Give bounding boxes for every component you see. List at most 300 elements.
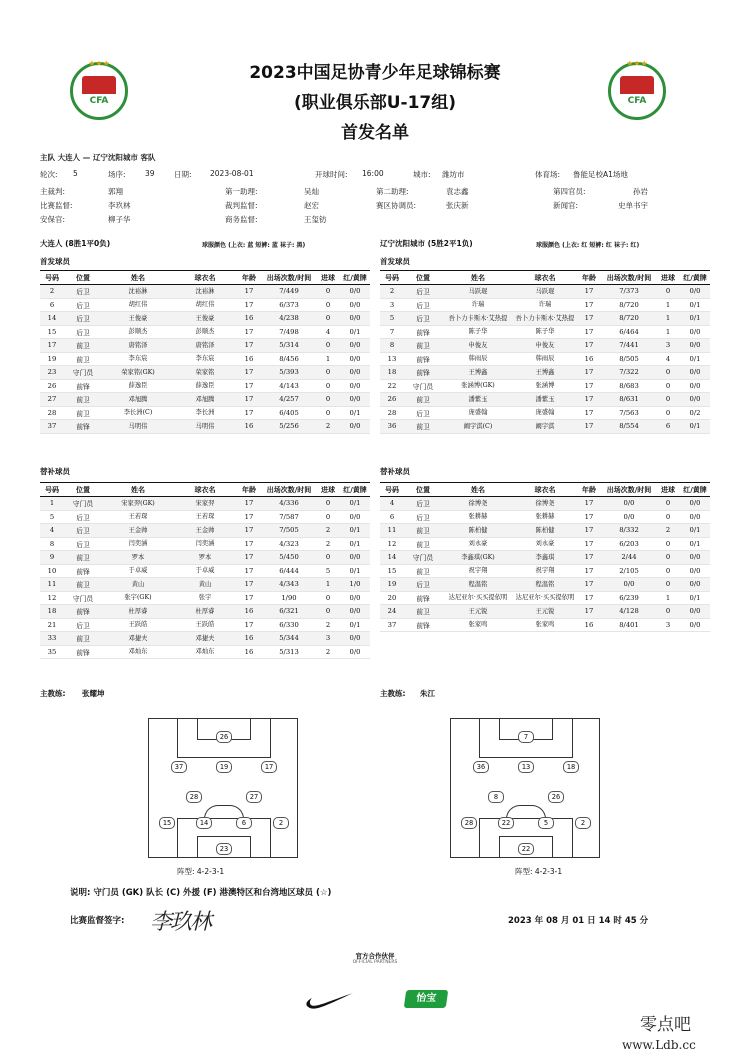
table-cell: 彭顺杰 bbox=[174, 325, 236, 339]
table-cell: 4 bbox=[656, 352, 680, 366]
table-row bbox=[40, 325, 370, 339]
table-cell: 王元锐 bbox=[442, 605, 514, 619]
table-cell: 邓旭腾 bbox=[102, 393, 174, 407]
table-cell: 0 bbox=[316, 591, 340, 605]
table-cell: 王跃皓 bbox=[102, 618, 174, 632]
table-cell: 5 bbox=[316, 564, 340, 578]
table-cell: 0/0 bbox=[602, 510, 656, 524]
game-value: 39 bbox=[145, 169, 155, 178]
table-cell: 李长洲 bbox=[174, 406, 236, 420]
table-row bbox=[40, 352, 370, 366]
column-header: 位置 bbox=[404, 483, 442, 497]
table-cell: 前锋 bbox=[64, 420, 102, 434]
table-cell: 2 bbox=[316, 537, 340, 551]
player-marker: 26 bbox=[216, 731, 232, 743]
table-cell: 0/0 bbox=[680, 497, 710, 511]
round-value: 5 bbox=[73, 169, 78, 178]
table-cell: 唐铭泽 bbox=[174, 339, 236, 353]
table-cell: 0/0 bbox=[340, 645, 370, 659]
table-cell: 前卫 bbox=[404, 420, 442, 434]
table-cell: 5/256 bbox=[262, 420, 316, 434]
table-cell: 6/321 bbox=[262, 605, 316, 619]
table-cell: 2 bbox=[316, 420, 340, 434]
column-header: 红/黄牌 bbox=[340, 271, 370, 285]
table-cell: 申俊友 bbox=[442, 339, 514, 353]
table-cell: 0/0 bbox=[680, 605, 710, 619]
table-cell: 胡红伟 bbox=[102, 298, 174, 312]
table-cell: 11 bbox=[380, 524, 404, 538]
column-header: 进球 bbox=[316, 483, 340, 497]
table-cell: 4/323 bbox=[262, 537, 316, 551]
table-cell: 8/456 bbox=[262, 352, 316, 366]
table-cell: 17 bbox=[576, 564, 602, 578]
table-cell: 0 bbox=[316, 339, 340, 353]
column-header: 姓名 bbox=[102, 271, 174, 285]
table-cell: 17 bbox=[236, 497, 262, 511]
table-cell: 0 bbox=[656, 605, 680, 619]
table-cell: 潘紫玉 bbox=[442, 393, 514, 407]
table-cell: 17 bbox=[236, 393, 262, 407]
table-cell: 祝宇翔 bbox=[514, 564, 576, 578]
table-cell: 0 bbox=[316, 298, 340, 312]
table-cell: 0/0 bbox=[340, 393, 370, 407]
table-cell: 0 bbox=[656, 537, 680, 551]
table-cell: 19 bbox=[380, 578, 404, 592]
away-coach-label: 主教练: bbox=[380, 689, 406, 698]
table-cell: 张耕赫 bbox=[514, 510, 576, 524]
table-cell: 唐铭泽 bbox=[102, 339, 174, 353]
table-cell: 马明伟 bbox=[174, 420, 236, 434]
table-cell: 前卫 bbox=[404, 524, 442, 538]
table-cell: 6 bbox=[40, 298, 64, 312]
table-cell: 王博鑫 bbox=[514, 366, 576, 380]
table-cell: 17 bbox=[236, 524, 262, 538]
venue-label: 体育场: bbox=[535, 170, 561, 179]
table-cell: 1 bbox=[656, 312, 680, 326]
table-cell: 2 bbox=[380, 285, 404, 299]
table-cell: 0/0 bbox=[340, 551, 370, 565]
table-cell: 0/0 bbox=[602, 578, 656, 592]
table-cell: 5 bbox=[380, 312, 404, 326]
table-cell: 王元锐 bbox=[514, 605, 576, 619]
table-cell: 6/239 bbox=[602, 591, 656, 605]
table-cell: 0/0 bbox=[340, 312, 370, 326]
table-cell: 0/0 bbox=[680, 578, 710, 592]
column-header: 年龄 bbox=[236, 483, 262, 497]
table-row bbox=[380, 366, 710, 380]
table-cell: 2/105 bbox=[602, 564, 656, 578]
supervisor-signature: 李玖林 bbox=[150, 910, 211, 935]
table-cell: 马跃琨 bbox=[442, 285, 514, 299]
table-cell: 前锋 bbox=[64, 605, 102, 619]
table-cell: 后卫 bbox=[404, 497, 442, 511]
table-cell: 17 bbox=[576, 497, 602, 511]
table-cell: 28 bbox=[40, 406, 64, 420]
table-cell: 0/0 bbox=[340, 510, 370, 524]
table-cell: 后卫 bbox=[404, 312, 442, 326]
table-cell: 0 bbox=[656, 366, 680, 380]
table-cell: 12 bbox=[380, 537, 404, 551]
table-row bbox=[40, 645, 370, 659]
column-header: 号码 bbox=[40, 483, 64, 497]
table-cell: 许瑞 bbox=[442, 298, 514, 312]
away-subs-table bbox=[380, 482, 710, 632]
table-cell: 15 bbox=[380, 564, 404, 578]
table-cell: 3 bbox=[380, 298, 404, 312]
table-cell: 20 bbox=[380, 591, 404, 605]
column-header: 球衣名 bbox=[174, 271, 236, 285]
column-header: 球衣名 bbox=[174, 483, 236, 497]
column-header: 年龄 bbox=[236, 271, 262, 285]
table-cell: 杜厚睿 bbox=[102, 605, 174, 619]
table-cell: 0/0 bbox=[680, 339, 710, 353]
table-cell: 罗本 bbox=[174, 551, 236, 565]
column-header: 出场次数/时间 bbox=[602, 271, 656, 285]
table-row bbox=[380, 591, 710, 605]
table-cell: 17 bbox=[236, 366, 262, 380]
table-row bbox=[40, 578, 370, 592]
table-cell: 0/0 bbox=[680, 393, 710, 407]
table-cell: 0/1 bbox=[340, 524, 370, 538]
column-header: 位置 bbox=[404, 271, 442, 285]
table-header-row bbox=[40, 483, 370, 497]
table-cell: 沈裕淋 bbox=[174, 285, 236, 299]
table-cell: 0 bbox=[316, 605, 340, 619]
table-cell: 6/444 bbox=[262, 564, 316, 578]
table-cell: 23 bbox=[40, 366, 64, 380]
table-cell: 张宇 bbox=[174, 591, 236, 605]
teams-line: 主队 大连人 — 辽宁沈阳城市 客队 bbox=[40, 153, 156, 162]
table-cell: 0/0 bbox=[602, 497, 656, 511]
column-header: 红/黄牌 bbox=[340, 483, 370, 497]
table-cell: 7/373 bbox=[602, 285, 656, 299]
table-cell: 达尼亚尔·买买提依明 bbox=[514, 591, 576, 605]
game-label: 场序: bbox=[108, 170, 126, 179]
table-cell: 4/257 bbox=[262, 393, 316, 407]
column-header: 出场次数/时间 bbox=[602, 483, 656, 497]
table-cell: 前卫 bbox=[404, 605, 442, 619]
player-marker: 28 bbox=[186, 791, 202, 803]
table-cell: 杜厚睿 bbox=[174, 605, 236, 619]
home-subs-table bbox=[40, 482, 370, 659]
table-cell: 17 bbox=[236, 578, 262, 592]
table-cell: 前卫 bbox=[404, 537, 442, 551]
table-cell: 后卫 bbox=[64, 298, 102, 312]
table-cell: 17 bbox=[236, 591, 262, 605]
table-cell: 后卫 bbox=[64, 537, 102, 551]
table-cell: 2 bbox=[40, 285, 64, 299]
table-cell: 6/405 bbox=[262, 406, 316, 420]
table-cell: 1 bbox=[656, 591, 680, 605]
table-cell: 1 bbox=[40, 497, 64, 511]
table-cell: 3 bbox=[316, 632, 340, 646]
table-cell: 8/720 bbox=[602, 298, 656, 312]
table-cell: 0/0 bbox=[680, 379, 710, 393]
table-cell: 10 bbox=[40, 564, 64, 578]
city-label: 城市: bbox=[413, 170, 431, 179]
player-marker: 15 bbox=[159, 817, 175, 829]
table-cell: 邓捷夫 bbox=[102, 632, 174, 646]
table-cell: 17 bbox=[236, 564, 262, 578]
page-title: 2023中国足协青少年足球锦标赛 bbox=[249, 63, 501, 83]
table-cell: 7/505 bbox=[262, 524, 316, 538]
table-cell: 16 bbox=[236, 605, 262, 619]
table-cell: 17 bbox=[236, 406, 262, 420]
player-marker: 17 bbox=[261, 761, 277, 773]
table-cell: 王金帅 bbox=[102, 524, 174, 538]
legend-note: 说明: 守门员 (GK) 队长 (C) 外援 (F) 港澳特区和台湾地区球员 (☆) bbox=[70, 888, 332, 898]
table-cell: 守门员 bbox=[64, 591, 102, 605]
table-cell: 0/0 bbox=[680, 510, 710, 524]
home-starters-table bbox=[40, 270, 370, 434]
venue-value: 鲁能足校A1场地 bbox=[573, 170, 628, 179]
table-cell: 16 bbox=[236, 352, 262, 366]
table-cell: 2 bbox=[656, 524, 680, 538]
away-starters-label: 首发球员 bbox=[380, 257, 410, 266]
table-cell: 22 bbox=[380, 379, 404, 393]
table-row bbox=[40, 510, 370, 524]
table-cell: 0 bbox=[656, 379, 680, 393]
table-row bbox=[380, 339, 710, 353]
table-cell: 王若琛 bbox=[102, 510, 174, 524]
table-cell: 0 bbox=[316, 312, 340, 326]
cfa-logo-left: ★★★ CFA bbox=[70, 62, 128, 120]
column-header: 进球 bbox=[656, 271, 680, 285]
table-cell: 0 bbox=[656, 393, 680, 407]
table-cell: 0/0 bbox=[340, 420, 370, 434]
table-cell: 张涵博 bbox=[514, 379, 576, 393]
table-cell: 2 bbox=[316, 645, 340, 659]
supervisor: 李玖林 bbox=[108, 201, 131, 210]
table-cell: 18 bbox=[40, 605, 64, 619]
star-icon: ★★★ bbox=[626, 59, 648, 68]
table-cell: 1 bbox=[656, 298, 680, 312]
table-row bbox=[40, 285, 370, 299]
table-row bbox=[40, 298, 370, 312]
table-cell: 16 bbox=[236, 312, 262, 326]
home-coach: 张耀坤 bbox=[82, 689, 105, 698]
table-cell: 李东宸 bbox=[174, 352, 236, 366]
table-cell: 刘永豪 bbox=[514, 537, 576, 551]
table-cell: 0/0 bbox=[340, 605, 370, 619]
table-row bbox=[380, 406, 710, 420]
table-cell: 17 bbox=[576, 591, 602, 605]
table-cell: 后卫 bbox=[64, 325, 102, 339]
away-coach: 朱江 bbox=[420, 689, 435, 698]
table-cell: 吾卜力卡斯木·艾热提 bbox=[514, 312, 576, 326]
table-cell: 4 bbox=[40, 524, 64, 538]
table-row bbox=[40, 366, 370, 380]
table-cell: 13 bbox=[380, 352, 404, 366]
table-row bbox=[380, 420, 710, 434]
column-header: 位置 bbox=[64, 483, 102, 497]
column-header: 号码 bbox=[380, 271, 404, 285]
table-row bbox=[380, 352, 710, 366]
table-row bbox=[40, 497, 370, 511]
player-marker: 5 bbox=[538, 817, 554, 829]
table-cell: 0/0 bbox=[340, 379, 370, 393]
table-cell: 0 bbox=[656, 564, 680, 578]
table-row bbox=[40, 551, 370, 565]
table-cell: 后卫 bbox=[64, 524, 102, 538]
table-cell: 5/344 bbox=[262, 632, 316, 646]
table-cell: 闫奕涵 bbox=[174, 537, 236, 551]
table-cell: 前卫 bbox=[404, 564, 442, 578]
table-row bbox=[380, 618, 710, 632]
nike-swoosh-icon bbox=[305, 990, 355, 1012]
table-cell: 17 bbox=[576, 298, 602, 312]
table-cell: 9 bbox=[40, 551, 64, 565]
table-cell: 李东宸 bbox=[102, 352, 174, 366]
table-cell: 申俊友 bbox=[514, 339, 576, 353]
table-cell: 17 bbox=[576, 366, 602, 380]
away-team-name: 辽宁沈阳城市 (5胜2平1负) bbox=[380, 239, 473, 248]
table-cell: 8/554 bbox=[602, 420, 656, 434]
table-row bbox=[40, 420, 370, 434]
column-header: 出场次数/时间 bbox=[262, 271, 316, 285]
table-cell: 17 bbox=[576, 551, 602, 565]
table-cell: 前锋 bbox=[404, 325, 442, 339]
table-cell: 4/238 bbox=[262, 312, 316, 326]
cfa-logo-right: ★★★ CFA bbox=[608, 62, 666, 120]
table-cell: 17 bbox=[576, 393, 602, 407]
table-cell: 8/631 bbox=[602, 393, 656, 407]
table-cell: 21 bbox=[40, 618, 64, 632]
table-cell: 后卫 bbox=[64, 312, 102, 326]
table-cell: 0/1 bbox=[340, 325, 370, 339]
table-cell: 前卫 bbox=[64, 406, 102, 420]
table-cell: 17 bbox=[236, 325, 262, 339]
table-cell: 张家鸣 bbox=[514, 618, 576, 632]
table-cell: 许瑞 bbox=[514, 298, 576, 312]
table-cell: 陈子华 bbox=[442, 325, 514, 339]
table-cell: 荣家铭(GK) bbox=[102, 366, 174, 380]
column-header: 进球 bbox=[656, 483, 680, 497]
table-cell: 前卫 bbox=[64, 393, 102, 407]
table-row bbox=[380, 312, 710, 326]
table-cell: 陈柏健 bbox=[514, 524, 576, 538]
table-cell: 韩雨辰 bbox=[442, 352, 514, 366]
table-cell: 17 bbox=[236, 551, 262, 565]
home-formation: 阵型: 4-2-3-1 bbox=[177, 867, 225, 876]
table-cell: 16 bbox=[576, 618, 602, 632]
table-cell: 17 bbox=[576, 339, 602, 353]
table-cell: 闫奕涵 bbox=[102, 537, 174, 551]
table-cell: 前锋 bbox=[404, 352, 442, 366]
table-row bbox=[380, 298, 710, 312]
table-cell: 宋家羿 bbox=[174, 497, 236, 511]
table-row bbox=[40, 312, 370, 326]
table-cell: 17 bbox=[576, 524, 602, 538]
table-row bbox=[380, 551, 710, 565]
table-row bbox=[380, 564, 710, 578]
watermark-url: www.Ldb.cc bbox=[622, 1038, 696, 1052]
security-officer: 柳子华 bbox=[108, 215, 131, 224]
table-cell: 2/44 bbox=[602, 551, 656, 565]
table-cell: 26 bbox=[380, 393, 404, 407]
fourth-official: 孙岩 bbox=[633, 187, 648, 196]
table-cell: 宋家羿(GK) bbox=[102, 497, 174, 511]
table-cell: 刘永豪 bbox=[442, 537, 514, 551]
table-cell: 王博鑫 bbox=[442, 366, 514, 380]
table-cell: 守门员 bbox=[64, 497, 102, 511]
table-cell: 17 bbox=[236, 510, 262, 524]
table-cell: 王俊豪 bbox=[174, 312, 236, 326]
table-cell: 8/505 bbox=[602, 352, 656, 366]
table-cell: 祝宇翔 bbox=[442, 564, 514, 578]
table-cell: 17 bbox=[576, 406, 602, 420]
table-cell: 邓旭腾 bbox=[174, 393, 236, 407]
table-cell: 5/313 bbox=[262, 645, 316, 659]
column-header: 红/黄牌 bbox=[680, 483, 710, 497]
table-cell: 达尼亚尔·买买提依明 bbox=[442, 591, 514, 605]
table-row bbox=[380, 393, 710, 407]
table-cell: 0 bbox=[656, 497, 680, 511]
referee: 郭翔 bbox=[108, 187, 123, 196]
table-cell: 0 bbox=[316, 379, 340, 393]
table-cell: 16 bbox=[236, 632, 262, 646]
table-row bbox=[40, 537, 370, 551]
table-cell: 7/322 bbox=[602, 366, 656, 380]
table-cell: 马明伟 bbox=[102, 420, 174, 434]
table-cell: 0/0 bbox=[340, 298, 370, 312]
table-cell: 0/0 bbox=[340, 285, 370, 299]
table-cell: 0 bbox=[316, 366, 340, 380]
player-marker: 27 bbox=[246, 791, 262, 803]
table-cell: 1/90 bbox=[262, 591, 316, 605]
table-cell: 张家鸣 bbox=[442, 618, 514, 632]
table-cell: 35 bbox=[40, 645, 64, 659]
table-cell: 2 bbox=[316, 524, 340, 538]
table-cell: 7/449 bbox=[262, 285, 316, 299]
kickoff-label: 开球时间: bbox=[315, 170, 348, 179]
table-header-row bbox=[380, 483, 710, 497]
table-cell: 2 bbox=[316, 618, 340, 632]
table-cell: 王跃皓 bbox=[174, 618, 236, 632]
table-cell: 前锋 bbox=[64, 564, 102, 578]
player-marker: 28 bbox=[461, 817, 477, 829]
table-cell: 罗本 bbox=[102, 551, 174, 565]
table-cell: 27 bbox=[40, 393, 64, 407]
table-cell: 前卫 bbox=[64, 632, 102, 646]
column-header: 球衣名 bbox=[514, 271, 576, 285]
table-cell: 6/373 bbox=[262, 298, 316, 312]
table-cell: 4/128 bbox=[602, 605, 656, 619]
table-row bbox=[380, 379, 710, 393]
table-cell: 阚宇淇(C) bbox=[442, 420, 514, 434]
table-cell: 马跃琨 bbox=[514, 285, 576, 299]
table-cell: 4/343 bbox=[262, 578, 316, 592]
table-cell: 黄山 bbox=[174, 578, 236, 592]
table-cell: 3 bbox=[656, 618, 680, 632]
table-cell: 0 bbox=[316, 285, 340, 299]
table-cell: 庞盛翰 bbox=[514, 406, 576, 420]
table-cell: 1 bbox=[656, 325, 680, 339]
table-row bbox=[40, 393, 370, 407]
table-cell: 7 bbox=[380, 325, 404, 339]
table-cell: 0 bbox=[656, 406, 680, 420]
partners-en-label: OFFICIAL PARTNERS bbox=[352, 960, 398, 965]
table-cell: 徐博尧 bbox=[514, 497, 576, 511]
table-cell: 5/450 bbox=[262, 551, 316, 565]
table-cell: 0/1 bbox=[340, 564, 370, 578]
table-cell: 4 bbox=[380, 497, 404, 511]
table-cell: 26 bbox=[40, 379, 64, 393]
player-marker: 19 bbox=[216, 761, 232, 773]
watermark: 零点吧 bbox=[640, 1015, 691, 1035]
table-cell: 0/0 bbox=[340, 591, 370, 605]
player-marker: 22 bbox=[518, 843, 534, 855]
